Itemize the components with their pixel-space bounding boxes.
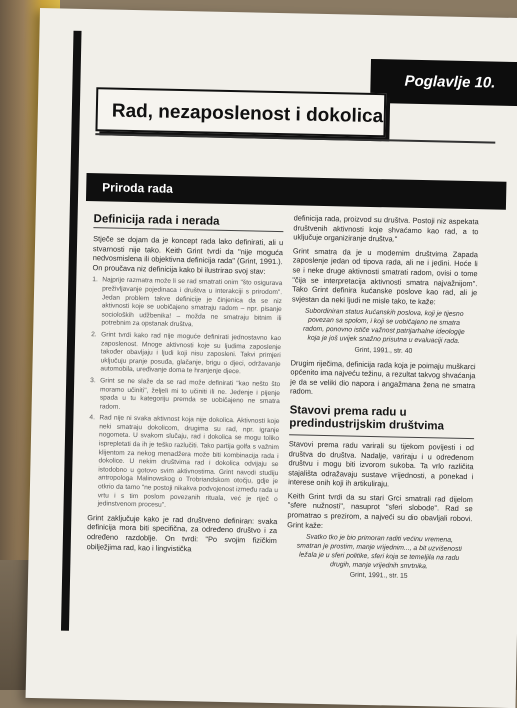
conclusion-paragraph: Grint zaključuje kako je rad društveno definiran: svaka definicija mora biti specifična, za određeno društvo i za određeno razdoblje. On tvrdi: "Po svojim fizičkim obilježjima rad, kao i lingvistička [86, 512, 278, 553]
paragraph: Drugim riječima, definicija rada koja je poimaju muškarci općenito ima najveću težinu, a rezultat takvog shvaćanja je da se veliki dio napora i angažmana žena ne smatra radom. [289, 357, 476, 397]
paragraph: Grint smatra da je u modernim društvima Zapada zaposlenje jedan od tipova rada, ali ne i jedini. Hoće li se i neke druge aktivnosti smatrati radom, ovisi o tome "čija se interpretacija aktivnosti smatra najvažnijom". Tako Grint definira kućanske poslove kao rad, ali je svjestan da neki ljudi ne misle tako, te kaže: [291, 246, 479, 307]
list-item: 2. Grint tvrdi kako rad nije moguće definirati jednostavno kao zaposlenost. Mnoge aktivnosti koje su ljudima zaposlenje također obavljaju i ljudi koji nisu zaposleni. Takvi primjeri uključuju pranje posuđa, glačanje, brigu o djeci, održavanje automobila, uređivanje doma te hranjenje djece. [91, 331, 282, 376]
intro-paragraph: Stječe se dojam da je koncept rada lako definirati, ali u stvarnosti nije tako. Keith Grint tvrdi da "nije moguća nedvosmislena ili objektivna definicija rada" (Grint, 1991.). On proučava niz definicija kako bi ilustrirao svoj stav: [92, 234, 284, 276]
list-item: 1. Najprije razmatra može li se rad smatrati onim "što osiguravа preživljavanje pojedinaca i društva u interakciji s prirodom". Jedan problem takve definicije je činjenica da se niz aktivnosti koje se uobičajeno smatraju radom – npr. pisanje socioloških udžbenika! – možda ne smatraju bitnim ili potrebnim za opstanak društva. [92, 276, 283, 329]
paragraph: Keith Grint tvrdi da su stari Grci smatrali rad dijelom "sfere nužnosti", nasuprot "sferi slobode". Rad se promatrao s prezirom, a najveći su dio obavljali robovi. Grint kaže: [287, 491, 473, 530]
block-quote: Svatko tko je bio primoran raditi većinu vremena, smatran je prostim, manje vrijednim..., a bit uzvišenosti ležala je u sferi politike, sferi koja se temeljila na radu drugih, manje vrijednih smrtnika. [296, 533, 462, 570]
list-item: 3. Grint se ne slaže da se rad može definirati "kao nešto što moramo učiniti", željeli mi to učiniti ili ne. Jedenje i pijenje spada u tu kategoriju premda se uobičajeno ne smatra radom. [90, 377, 281, 411]
chapter-label: Poglavlje 10. [370, 59, 517, 106]
book-page [26, 8, 517, 708]
citation: Grint, 1991., str. 15 [349, 572, 408, 581]
subheading-rule [289, 434, 474, 439]
subheading-definition: Definicija rada i nerada [93, 213, 283, 232]
section-heading: Priroda rada [86, 173, 506, 210]
left-column [87, 209, 284, 559]
page-spine-bar [61, 31, 82, 631]
right-column [286, 213, 479, 587]
paragraph: definicija rada, proizvod su društva. Postoji niz aspekata društvenih aktivnosti koje shvaćamo kao rad, a to uključuje organiziranje društva." [293, 213, 479, 244]
paragraph: Stavovi prema radu varirali su tijekom povijesti i od društva do društva. Nadalje, variraju i u određenom društvu i mogu biti izvorom sukoba. Ta vrlo različita stajališta odražavaju sustave vrijednosti, a ponekad i interese onih koji ih artikuliraju. [288, 439, 474, 489]
chapter-title: Rad, nezaposlenost i dokolica [95, 87, 386, 137]
list-item: 4. Rad nije ni svaka aktivnost koja nije dokolica. Aktivnosti koje neki smatraju dokolicom, drugima su rad, npr. igranje nogometa. U svakom slučaju, rad i dokolica se mogu toliko isprepletati da ih je teško razlučiti. Tako partija golfa s važnim klijentom za nekog menadžera može biti kombinacija rada i dokolice. U nekim društvima rad i dokolica odvijaju se istodobno u gotovo svim aktivnostima. Grint navodi studiju antropologa Malinowskog o Trobriandskom otočju, gdje je otkrio da tamo "ne postoji nikakva podvojenost između rada u vrtu i s tim poslom povezanih rituala, već je riječ o jedinstvenom procesu". [89, 414, 280, 509]
definition-list [88, 277, 283, 513]
citation: Grint, 1991., str. 40 [354, 346, 413, 355]
block-quote: Subordiniran status kućanskih poslova, koji je tijesno povezan sa spolom, i koji se uobičajeno ne smatra radom, ponovno ističe važnost patrijarhalne ideologije koja je još uvijek snažno prisutna u evaluaciji rada. [302, 307, 465, 345]
subheading-preindustrial: Stavovi prema radu u predindustrijskim društvima [289, 404, 445, 433]
